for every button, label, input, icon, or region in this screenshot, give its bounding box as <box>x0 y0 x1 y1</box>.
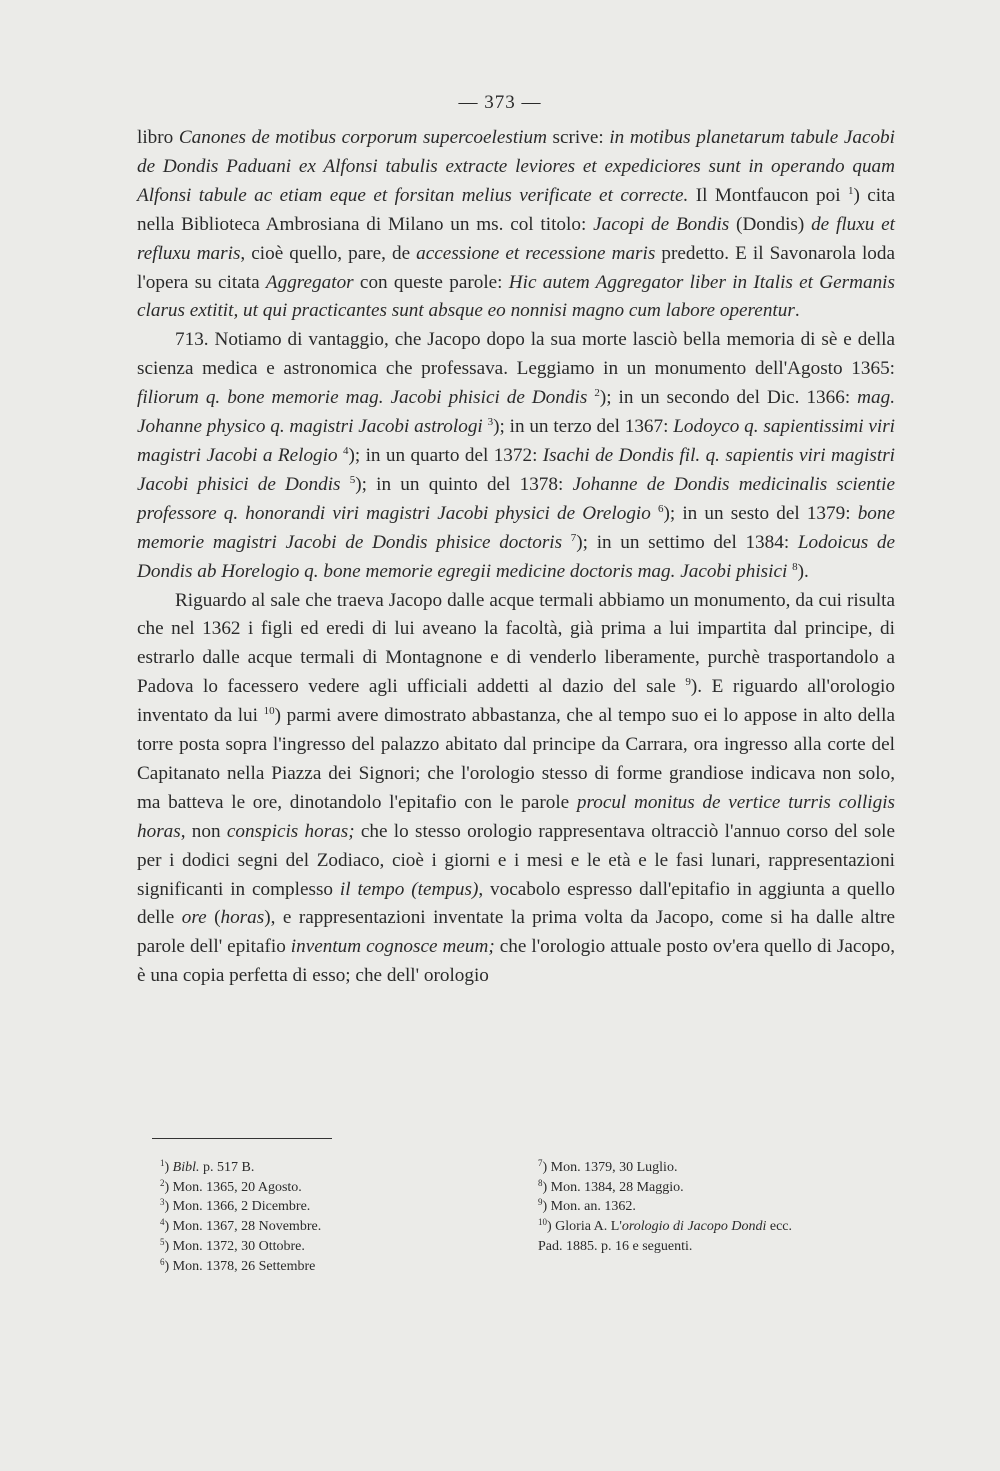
footnote: $^{10}$) Gloria A. L'orologio di Jacopo Dondi ecc. <box>538 1217 793 1235</box>
footnote: $^2$) Mon. 1365, 20 Agosto. <box>160 1177 302 1195</box>
paragraph: Riguardo al sale che traeva Jacopo dalle acque termali abbiamo un monumento, da cui risulta che nel 1362 i figli ed eredi di lui aveano la facoltà, già prima a lui impartita dal principe, di estrarlo dalle acque termali di Montagnone e di venderlo liberamente, purchè trasportandolo a Padova lo facessero vedere agli ufficiali addetti al dazio del sale $^9$). E riguardo all'orologio inventato da lui $^{10}$) parmi avere dimostrato abbastanza, che al tempo suo ei lo appose in alto della torre posta sopra l'ingresso del palazzo abitato dal principe da Carrara, ora ingresso alla corte del Capitanato nella Piazza dei Signori; che l'orologio stesso di forme grandiose indicava non solo, ma batteva le ore, dinotandolo l'epitafio con le parole procul monitus de vertice turris colligis horas, non conspicis horas; che lo stesso orologio rappresentava oltracciò l'annuo corso del sole per i dodici segni del Zodiaco, cioè i giorni e i mesi e le età e le fasi lunari, rappresentazioni significanti in complesso il tempo (tempus), vocabolo espresso dall'epitafio in aggiunta a quello delle ore (horas), e rappresentazioni inventate la prima volta da Jacopo, come si ha dalle altre parole dell' epitafio inventum cognosce meum; che l'orologio attuale posto ov'era quello di Jacopo, è una copia perfetta di esso; che dell' orologio <box>137 589 896 987</box>
footnote: $^1$) Bibl. p. 517 B. <box>160 1158 255 1175</box>
footnote-divider <box>152 1138 332 1139</box>
footnotes-left-column <box>160 1158 460 1276</box>
footnote: $^7$) Mon. 1379, 30 Luglio. <box>538 1158 678 1175</box>
footnote: $^4$) Mon. 1367, 28 Novembre. <box>160 1217 322 1235</box>
paragraph: 713. Notiamo di vantaggio, che Jacopo dopo la sua morte lasciò bella memoria di sè e della scienza medica e astronomica che professava. Leggiamo in un monumento dell'Agosto 1365: filiorum q. bone memorie mag. Jacobi phisici de Dondis $^2$); in un secondo del Dic. 1366: mag. Johanne physico q. magistri Jacobi astrologi $^3$); in un terzo del 1367: Lodoyco q. sapientissimi viri magistri Jacobi a Relogio $^4$); in un quarto del 1372: Isachi de Dondis fil. q. sapientis viri magistri Jacobi phisici de Dondis $^5$); in un quinto del 1378: Johanne de Dondis medicinalis scientie professore q. honorandi viri magistri Jacobi physici de Orelogio $^6$); in un sesto del 1379: bone memorie magistri Jacobi de Dondis phisice doctoris $^7$); in un settimo del 1384: Lodoicus de Dondis ab Horelogio q. bone memorie egregii medicine doctoris mag. Jacobi phisici $^8$). <box>137 329 896 582</box>
footnote: $^3$) Mon. 1366, 2 Dicembre. <box>160 1197 311 1215</box>
footnote: $^9$) Mon. an. 1362. <box>538 1197 636 1215</box>
footnote: $^8$) Mon. 1384, 28 Maggio. <box>538 1177 684 1195</box>
paragraph: libro Canones de motibus corporum supercoelestium scrive: in motibus planetarum tabule Jacobi de Dondis Paduani ex Alfonsi tabulis extracte leviores et expediciores sunt in operando quam Alfonsi tabule ac etiam eque et forsitan melius verificate et correcte. Il Montfaucon poi $^1$) cita nella Biblioteca Ambrosiana di Milano un ms. col titolo: Jacopi de Bondis (Dondis) de fluxu et refluxu maris, cioè quello, pare, de accessione et recessione maris predetto. E il Savonarola loda l'opera su citata Aggregator con queste parole: Hic autem Aggregator liber in Italis et Germanis clarus extitit, ut qui practicantes sunt absque eo nonnisi magno cum labore operentur. <box>137 127 896 322</box>
footnotes-right-column <box>538 1158 908 1257</box>
footnote: Pad. 1885. p. 16 e seguenti. <box>538 1238 693 1254</box>
footnote: $^5$) Mon. 1372, 30 Ottobre. <box>160 1236 305 1254</box>
body-text <box>137 124 895 991</box>
footnote: $^6$) Mon. 1378, 26 Settembre <box>160 1256 316 1274</box>
page-number: — 373 — <box>458 92 542 113</box>
